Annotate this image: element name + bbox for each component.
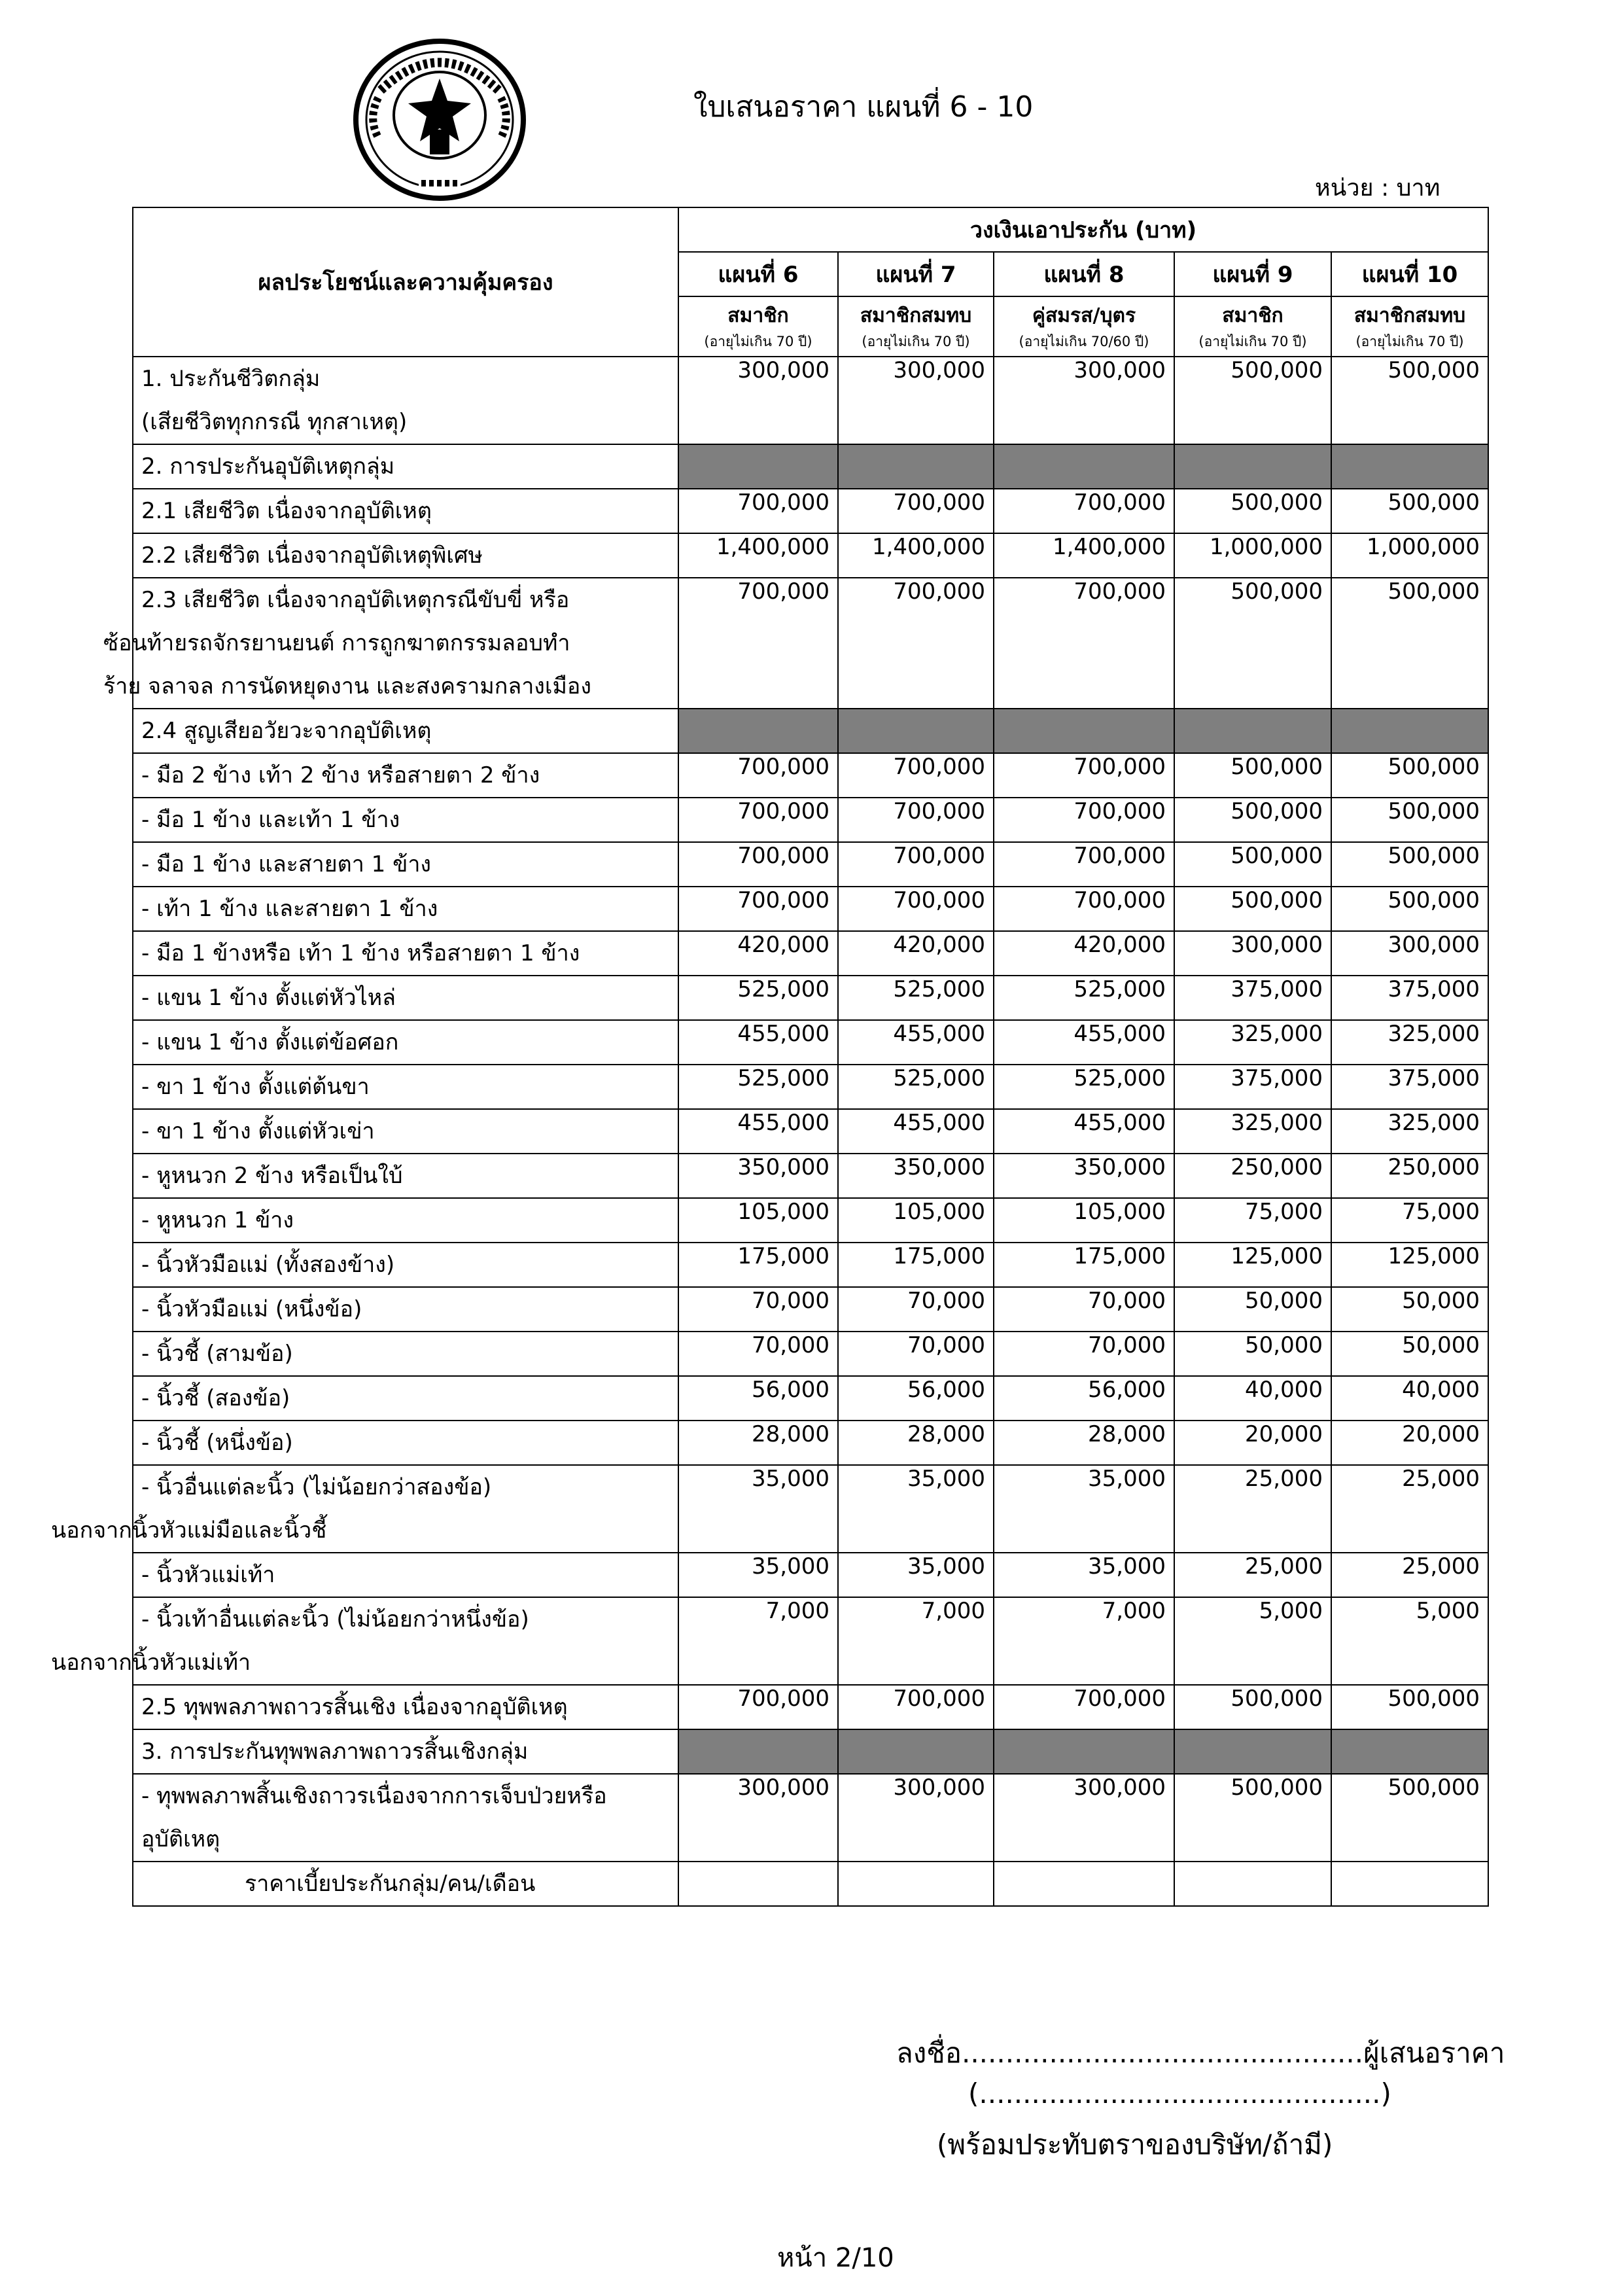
sum-insured-cell: 70,000 <box>994 1287 1174 1332</box>
sum-insured-cell: 28,000 <box>994 1421 1174 1465</box>
benefit-label-text: - มือ 1 ข้าง และสายตา 1 ข้าง <box>141 851 432 877</box>
sum-insured-cell: 525,000 <box>678 1065 838 1109</box>
sum-insured-cell: 455,000 <box>994 1109 1174 1154</box>
table-row <box>133 931 1488 976</box>
table-row <box>133 842 1488 887</box>
table-row <box>133 1198 1488 1243</box>
benefit-label-text: 2.1 เสียชีวิต เนื่องจากอุบัติเหตุ <box>141 498 432 524</box>
benefit-label-text: - หูหนวก 1 ข้าง <box>141 1207 294 1233</box>
benefit-label-text: - นิ้วเท้าอื่นแต่ละนิ้ว (ไม่น้อยกว่าหนึ่งข้อ) <box>141 1606 529 1633</box>
sum-insured-cell: 700,000 <box>678 842 838 887</box>
benefit-label <box>133 709 678 753</box>
document-title: ใบเสนอราคา แผนที่ 6 - 10 <box>693 90 1034 124</box>
benefit-label <box>133 1154 678 1198</box>
plan-member-cell <box>1331 296 1488 357</box>
sum-insured-cell: 700,000 <box>678 798 838 842</box>
sum-insured-cell: 105,000 <box>994 1198 1174 1243</box>
sum-insured-cell: 500,000 <box>1174 842 1331 887</box>
shaded-cell <box>1331 1729 1488 1774</box>
sum-insured-cell: 700,000 <box>838 753 994 798</box>
sum-insured-cell: 1,000,000 <box>1174 533 1331 578</box>
sum-insured-cell: 300,000 <box>1331 931 1488 976</box>
sum-insured-cell: 56,000 <box>678 1376 838 1421</box>
shaded-cell <box>1331 709 1488 753</box>
table-row <box>133 798 1488 842</box>
benefit-label-text: - มือ 1 ข้าง และเท้า 1 ข้าง <box>141 807 400 833</box>
sum-insured-cell: 70,000 <box>678 1287 838 1332</box>
sum-insured-cell: 700,000 <box>678 1685 838 1729</box>
sum-insured-cell: 500,000 <box>1174 1685 1331 1729</box>
sum-insured-cell: 500,000 <box>1331 357 1488 444</box>
benefit-label <box>51 1597 678 1685</box>
benefit-label-text: 2.2 เสียชีวิต เนื่องจากอุบัติเหตุพิเศษ <box>141 542 483 569</box>
benefit-label-text: 1. ประกันชีวิตกลุ่ม <box>141 366 321 392</box>
sum-insured-cell: 7,000 <box>678 1597 838 1685</box>
sum-insured-cell: 70,000 <box>838 1332 994 1376</box>
table-row <box>133 1465 1488 1553</box>
sum-insured-cell: 700,000 <box>994 842 1174 887</box>
sum-insured-cell: 500,000 <box>1331 753 1488 798</box>
benefit-label <box>133 1065 678 1109</box>
benefit-label <box>103 578 678 709</box>
shaded-cell <box>1174 709 1331 753</box>
table-row <box>133 1862 1488 1906</box>
sum-insured-cell: 325,000 <box>1331 1109 1488 1154</box>
sum-insured-cell: 75,000 <box>1331 1198 1488 1243</box>
sum-insured-cell: 700,000 <box>838 578 994 709</box>
sum-insured-cell: 700,000 <box>994 1685 1174 1729</box>
sum-insured-cell: 300,000 <box>678 357 838 444</box>
sum-insured-cell: 700,000 <box>994 887 1174 931</box>
group-header: วงเงินเอาประกัน (บาท) <box>678 207 1488 252</box>
plan-name: แผนที่ 10 <box>1331 252 1488 296</box>
sum-insured-cell: 50,000 <box>1331 1332 1488 1376</box>
plan-member: คู่สมรส/บุตร <box>1032 304 1136 327</box>
benefit-label <box>133 444 678 489</box>
sum-insured-cell: 525,000 <box>838 1065 994 1109</box>
sum-insured-cell: 70,000 <box>678 1332 838 1376</box>
benefit-label <box>133 753 678 798</box>
sum-insured-cell: 105,000 <box>678 1198 838 1243</box>
sum-insured-cell: 300,000 <box>994 1774 1174 1862</box>
sum-insured-cell: 175,000 <box>994 1243 1174 1287</box>
sum-insured-cell: 175,000 <box>678 1243 838 1287</box>
benefit-label-text: 3. การประกันทุพพลภาพถาวรสิ้นเชิงกลุ่ม <box>141 1739 529 1765</box>
sum-insured-cell: 20,000 <box>1331 1421 1488 1465</box>
sum-insured-cell: 700,000 <box>838 887 994 931</box>
sum-insured-cell: 350,000 <box>678 1154 838 1198</box>
benefit-label-text: - มือ 1 ข้างหรือ เท้า 1 ข้าง หรือสายตา 1 ข้าง <box>141 940 580 966</box>
sum-insured-cell: 525,000 <box>678 976 838 1020</box>
sum-insured-cell: 500,000 <box>1331 798 1488 842</box>
table-row <box>133 533 1488 578</box>
plan-member: สมาชิกสมทบ <box>1353 304 1466 327</box>
sum-insured-cell: 105,000 <box>838 1198 994 1243</box>
benefit-label-continuation: (เสียชีวิตทุกกรณี ทุกสาเหตุ) <box>141 409 408 435</box>
sum-insured-cell: 50,000 <box>1174 1332 1331 1376</box>
cooperative-seal-logo <box>341 38 538 202</box>
sum-insured-cell: 455,000 <box>994 1020 1174 1065</box>
table-row <box>133 976 1488 1020</box>
benefit-label-text: - นิ้วชี้ (สองข้อ) <box>141 1385 290 1411</box>
sum-insured-cell: 455,000 <box>678 1109 838 1154</box>
benefit-label <box>133 976 678 1020</box>
sum-insured-cell: 25,000 <box>1331 1465 1488 1553</box>
table-row <box>133 1376 1488 1421</box>
sum-insured-cell: 20,000 <box>1174 1421 1331 1465</box>
plan-member: สมาชิก <box>727 304 789 327</box>
sum-insured-cell: 28,000 <box>838 1421 994 1465</box>
plan-name: แผนที่ 6 <box>678 252 838 296</box>
benefit-label-continuation: ร้าย จลาจล การนัดหยุดงาน และสงครามกลางเมือง <box>103 673 591 699</box>
sum-insured-cell: 35,000 <box>838 1465 994 1553</box>
benefit-label-continuation: ซ้อนท้ายรถจักรยานยนต์ การถูกฆาตกรรมลอบทำ <box>103 630 570 656</box>
sum-insured-cell: 500,000 <box>1331 1774 1488 1862</box>
sum-insured-cell: 40,000 <box>1331 1376 1488 1421</box>
benefit-label <box>133 1198 678 1243</box>
benefit-label <box>133 1774 678 1862</box>
sum-insured-cell: 25,000 <box>1174 1465 1331 1553</box>
benefit-label-text: 2.3 เสียชีวิต เนื่องจากอุบัติเหตุกรณีขับขี่ หรือ <box>141 587 570 613</box>
sum-insured-cell: 35,000 <box>678 1553 838 1597</box>
sum-insured-cell: 500,000 <box>1331 578 1488 709</box>
sum-insured-cell: 28,000 <box>678 1421 838 1465</box>
sum-insured-cell: 1,400,000 <box>994 533 1174 578</box>
shaded-cell <box>838 709 994 753</box>
signature-note: (พร้อมประทับตราของบริษัท/ถ้ามี) <box>937 2128 1333 2161</box>
sum-insured-cell: 525,000 <box>994 1065 1174 1109</box>
sum-insured-cell <box>1174 1862 1331 1906</box>
sum-insured-cell <box>1331 1862 1488 1906</box>
table-row <box>133 1421 1488 1465</box>
sum-insured-cell: 700,000 <box>994 753 1174 798</box>
page-number: หน้า 2/10 <box>777 2243 894 2273</box>
benefit-label-text: - นิ้วชี้ (หนึ่งข้อ) <box>141 1430 293 1456</box>
benefit-label-text: - นิ้วหัวมือแม่ (ทั้งสองข้าง) <box>141 1252 395 1278</box>
benefit-label <box>133 533 678 578</box>
benefit-label-text: - นิ้วหัวแม่เท้า <box>141 1562 275 1588</box>
benefit-label <box>133 1109 678 1154</box>
benefit-label <box>133 1376 678 1421</box>
benefit-label-continuation: อุบัติเหตุ <box>141 1826 220 1852</box>
plan-member-cell <box>1174 296 1331 357</box>
sum-insured-cell: 50,000 <box>1331 1287 1488 1332</box>
benefit-label-text: - แขน 1 ข้าง ตั้งแต่หัวไหล่ <box>141 985 396 1011</box>
sum-insured-cell: 56,000 <box>838 1376 994 1421</box>
table-row <box>133 1020 1488 1065</box>
plan-age: (อายุไม่เกิน 70/60 ปี) <box>1019 334 1149 349</box>
table-row <box>133 1597 1488 1685</box>
sum-insured-cell: 125,000 <box>1174 1243 1331 1287</box>
sum-insured-cell: 455,000 <box>678 1020 838 1065</box>
sum-insured-cell: 250,000 <box>1174 1154 1331 1198</box>
shaded-cell <box>678 709 838 753</box>
sum-insured-cell: 700,000 <box>678 489 838 533</box>
sum-insured-cell: 300,000 <box>838 357 994 444</box>
sum-insured-cell: 500,000 <box>1331 1685 1488 1729</box>
sum-insured-cell: 7,000 <box>838 1597 994 1685</box>
plan-member-cell <box>678 296 838 357</box>
shaded-cell <box>994 1729 1174 1774</box>
table-body <box>51 357 1488 1906</box>
sum-insured-cell: 500,000 <box>1174 489 1331 533</box>
plan-member: สมาชิก <box>1222 304 1283 327</box>
table-row <box>133 1109 1488 1154</box>
sum-insured-cell: 700,000 <box>994 798 1174 842</box>
sum-insured-cell: 350,000 <box>838 1154 994 1198</box>
shaded-cell <box>838 444 994 489</box>
benefit-label <box>133 1287 678 1332</box>
benefit-label <box>133 1685 678 1729</box>
benefit-label-text: ราคาเบี้ยประกันกลุ่ม/คน/เดือน <box>245 1871 536 1897</box>
plan-age: (อายุไม่เกิน 70 ปี) <box>862 334 970 349</box>
benefit-label-text: - แขน 1 ข้าง ตั้งแต่ข้อศอก <box>141 1029 399 1055</box>
benefit-label <box>133 798 678 842</box>
sum-insured-cell: 375,000 <box>1331 1065 1488 1109</box>
benefit-label-text: - เท้า 1 ข้าง และสายตา 1 ข้าง <box>141 896 438 922</box>
sum-insured-cell: 5,000 <box>1174 1597 1331 1685</box>
benefit-label <box>133 1553 678 1597</box>
sum-insured-cell: 700,000 <box>838 798 994 842</box>
benefit-label-continuation: นอกจากนิ้วหัวแม่เท้า <box>51 1650 251 1676</box>
sum-insured-cell: 40,000 <box>1174 1376 1331 1421</box>
sum-insured-cell: 700,000 <box>838 489 994 533</box>
table-row <box>133 578 1488 709</box>
sum-insured-cell: 375,000 <box>1174 976 1331 1020</box>
benefit-label-continuation: นอกจากนิ้วหัวแม่มือและนิ้วชี้ <box>51 1517 327 1544</box>
table-row <box>133 1065 1488 1109</box>
plan-member-cell <box>838 296 994 357</box>
sum-insured-cell: 500,000 <box>1331 887 1488 931</box>
sum-insured-cell: 455,000 <box>838 1109 994 1154</box>
sum-insured-cell: 525,000 <box>994 976 1174 1020</box>
table-row <box>133 1774 1488 1862</box>
table-row <box>133 357 1488 444</box>
sum-insured-cell: 35,000 <box>994 1553 1174 1597</box>
plan-name: แผนที่ 9 <box>1174 252 1331 296</box>
benefit-label-text: - ทุพพลภาพสิ้นเชิงถาวรเนื่องจากการเจ็บป่วยหรือ <box>141 1783 607 1809</box>
benefit-label <box>133 357 678 444</box>
sum-insured-cell: 700,000 <box>838 1685 994 1729</box>
sum-insured-cell <box>678 1862 838 1906</box>
sum-insured-cell: 700,000 <box>994 489 1174 533</box>
sum-insured-cell: 350,000 <box>994 1154 1174 1198</box>
table-row <box>133 1553 1488 1597</box>
benefit-label-text: 2. การประกันอุบัติเหตุกลุ่ม <box>141 453 395 480</box>
sum-insured-cell: 5,000 <box>1331 1597 1488 1685</box>
signature-line: ลงชื่อ..............................................ผู้เสนอราคา <box>896 2037 1505 2069</box>
table-row <box>133 489 1488 533</box>
sum-insured-cell: 325,000 <box>1331 1020 1488 1065</box>
sum-insured-cell: 420,000 <box>838 931 994 976</box>
sum-insured-cell: 700,000 <box>678 753 838 798</box>
sum-insured-cell: 700,000 <box>994 578 1174 709</box>
sum-insured-cell: 1,400,000 <box>678 533 838 578</box>
sum-insured-cell: 7,000 <box>994 1597 1174 1685</box>
sum-insured-cell: 250,000 <box>1331 1154 1488 1198</box>
sum-insured-cell: 175,000 <box>838 1243 994 1287</box>
sum-insured-cell: 70,000 <box>994 1332 1174 1376</box>
table-row <box>133 709 1488 753</box>
sum-insured-cell: 375,000 <box>1174 1065 1331 1109</box>
shaded-cell <box>1331 444 1488 489</box>
plan-age: (อายุไม่เกิน 70 ปี) <box>1198 334 1307 349</box>
benefit-label-text: - หูหนวก 2 ข้าง หรือเป็นใบ้ <box>141 1163 403 1189</box>
sum-insured-cell: 300,000 <box>1174 931 1331 976</box>
benefit-label-text: 2.5 ทุพพลภาพถาวรสิ้นเชิง เนื่องจากอุบัติเหตุ <box>141 1694 568 1720</box>
benefit-header: ผลประโยชน์และความคุ้มครอง <box>133 207 678 357</box>
sum-insured-cell <box>838 1862 994 1906</box>
table-row <box>133 1332 1488 1376</box>
benefit-label <box>133 842 678 887</box>
table-row <box>133 1729 1488 1774</box>
plan-age: (อายุไม่เกิน 70 ปี) <box>704 334 812 349</box>
sum-insured-cell: 700,000 <box>678 887 838 931</box>
shaded-cell <box>678 444 838 489</box>
table-row <box>133 1154 1488 1198</box>
benefit-label-text: - นิ้วชี้ (สามข้อ) <box>141 1341 293 1367</box>
benefit-label <box>133 1243 678 1287</box>
sum-insured-cell: 25,000 <box>1174 1553 1331 1597</box>
shaded-cell <box>1174 1729 1331 1774</box>
benefit-label-text: - ขา 1 ข้าง ตั้งแต่หัวเข่า <box>141 1118 375 1144</box>
sum-insured-cell: 75,000 <box>1174 1198 1331 1243</box>
sum-insured-cell: 500,000 <box>1174 357 1331 444</box>
shaded-cell <box>994 444 1174 489</box>
shaded-cell <box>1174 444 1331 489</box>
sum-insured-cell: 375,000 <box>1331 976 1488 1020</box>
plan-name: แผนที่ 7 <box>838 252 994 296</box>
sum-insured-cell: 700,000 <box>678 578 838 709</box>
sum-insured-cell: 1,000,000 <box>1331 533 1488 578</box>
benefit-label <box>51 1465 678 1553</box>
sum-insured-cell: 35,000 <box>994 1465 1174 1553</box>
sum-insured-cell: 500,000 <box>1174 578 1331 709</box>
shaded-cell <box>678 1729 838 1774</box>
sum-insured-cell: 500,000 <box>1174 753 1331 798</box>
table-row <box>133 887 1488 931</box>
table-row <box>133 444 1488 489</box>
benefit-label <box>133 1729 678 1774</box>
sum-insured-cell: 455,000 <box>838 1020 994 1065</box>
sum-insured-cell: 300,000 <box>678 1774 838 1862</box>
benefit-label <box>133 1332 678 1376</box>
table-row <box>133 753 1488 798</box>
benefit-label <box>133 931 678 976</box>
sum-insured-cell: 25,000 <box>1331 1553 1488 1597</box>
shaded-cell <box>838 1729 994 1774</box>
header-row-group <box>133 207 1488 252</box>
sum-insured-cell <box>994 1862 1174 1906</box>
unit-label: หน่วย : บาท <box>1315 175 1440 202</box>
sum-insured-cell: 500,000 <box>1331 842 1488 887</box>
sum-insured-cell: 420,000 <box>678 931 838 976</box>
benefit-label-text: - นิ้วหัวมือแม่ (หนึ่งข้อ) <box>141 1296 362 1322</box>
benefit-label-text: - มือ 2 ข้าง เท้า 2 ข้าง หรือสายตา 2 ข้าง <box>141 762 540 788</box>
benefit-table <box>51 207 1489 1907</box>
sum-insured-cell: 300,000 <box>994 357 1174 444</box>
sum-insured-cell: 300,000 <box>838 1774 994 1862</box>
benefit-label-text: - นิ้วอื่นแต่ละนิ้ว (ไม่น้อยกว่าสองข้อ) <box>141 1474 492 1500</box>
benefit-label <box>133 1421 678 1465</box>
sum-insured-cell: 1,400,000 <box>838 533 994 578</box>
sum-insured-cell: 325,000 <box>1174 1020 1331 1065</box>
benefit-label <box>133 1862 678 1906</box>
table-row <box>133 1685 1488 1729</box>
sum-insured-cell: 35,000 <box>838 1553 994 1597</box>
sum-insured-cell: 500,000 <box>1174 887 1331 931</box>
plan-member: สมาชิกสมทบ <box>860 304 972 327</box>
benefit-label-text: 2.4 สูญเสียอวัยวะจากอุบัติเหตุ <box>141 718 432 744</box>
sum-insured-cell: 500,000 <box>1331 489 1488 533</box>
sum-insured-cell: 500,000 <box>1174 798 1331 842</box>
benefit-label <box>133 887 678 931</box>
benefit-label <box>133 489 678 533</box>
sum-insured-cell: 125,000 <box>1331 1243 1488 1287</box>
shaded-cell <box>994 709 1174 753</box>
sum-insured-cell: 525,000 <box>838 976 994 1020</box>
table-row <box>133 1243 1488 1287</box>
sum-insured-cell: 56,000 <box>994 1376 1174 1421</box>
sum-insured-cell: 50,000 <box>1174 1287 1331 1332</box>
sum-insured-cell: 35,000 <box>678 1465 838 1553</box>
signature-name-line: (..............................................) <box>968 2077 1391 2110</box>
sum-insured-cell: 325,000 <box>1174 1109 1331 1154</box>
sum-insured-cell: 420,000 <box>994 931 1174 976</box>
table-row <box>133 1287 1488 1332</box>
plan-age: (อายุไม่เกิน 70 ปี) <box>1355 334 1464 349</box>
benefit-label <box>133 1020 678 1065</box>
benefit-label-text: - ขา 1 ข้าง ตั้งแต่ต้นขา <box>141 1074 370 1100</box>
plan-name: แผนที่ 8 <box>994 252 1174 296</box>
plan-member-cell <box>994 296 1174 357</box>
sum-insured-cell: 500,000 <box>1174 1774 1331 1862</box>
sum-insured-cell: 700,000 <box>838 842 994 887</box>
sum-insured-cell: 70,000 <box>838 1287 994 1332</box>
